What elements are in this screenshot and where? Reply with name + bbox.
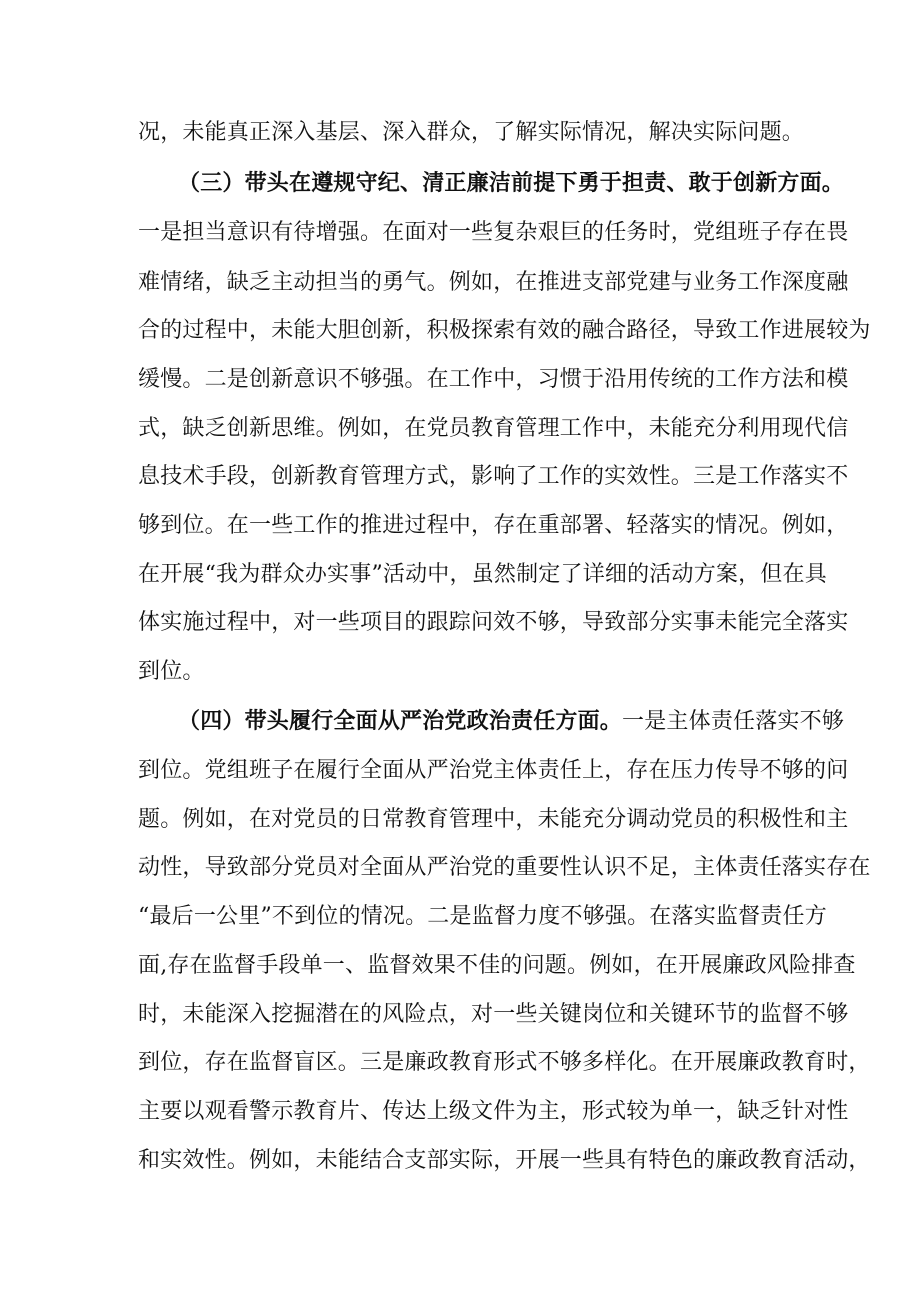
line-text: 到位，存在监督盲区。三是廉政教育形式不够多样化。在开展廉政教育时， [138, 1050, 871, 1075]
paragraph-line [138, 608, 849, 638]
paragraph-line [138, 1097, 849, 1127]
paragraph-line [138, 268, 849, 298]
paragraph-line [138, 756, 849, 786]
line-text: 一是主体责任落实不够 [622, 709, 845, 734]
paragraph-line [138, 316, 871, 346]
paragraph-line [138, 365, 849, 395]
paragraph-line [138, 1048, 871, 1078]
paragraph-line [138, 902, 827, 932]
paragraph-line [138, 218, 849, 248]
paragraph-line [138, 951, 856, 981]
section-heading-4-line [178, 706, 845, 737]
line-text: 动性，导致部分党员对全面从严治党的重要性认识不足，主体责任落实存在 [138, 855, 871, 880]
line-text: “最后一公里”不到位的情况。二是监督力度不够强。在落实监督责任方 [138, 904, 827, 929]
line-text: 时，未能深入挖掘潜在的风险点，对一些关键岗位和关键环节的监督不够 [138, 1002, 849, 1027]
heading-text: （三）带头在遵规守纪、清正廉洁前提下勇于担责、敢于创新方面。 [178, 170, 845, 196]
line-text: 主要以观看警示教育片、传达上级文件为主，形式较为单一，缺乏针对性 [138, 1099, 849, 1124]
line-text: 体实施过程中，对一些项目的跟踪问效不够，导致部分实事未能完全落实 [138, 610, 849, 635]
line-text: 缓慢。二是创新意识不够强。在工作中，习惯于沿用传统的工作方法和模 [138, 367, 849, 392]
paragraph-line [138, 853, 871, 883]
paragraph-line [138, 805, 849, 835]
line-text: 况，未能真正深入基层、深入群众，了解实际情况，解决实际问题。 [138, 120, 805, 145]
line-text: 到位。 [138, 659, 205, 684]
line-text: 题。例如，在对党员的日常教育管理中，未能充分调动党员的积极性和主 [138, 807, 849, 832]
paragraph-line [138, 414, 849, 444]
section-heading-3 [178, 168, 845, 198]
paragraph-line [138, 560, 827, 590]
line-text: 够到位。在一些工作的推进过程中，存在重部署、轻落实的情况。例如， [138, 513, 849, 538]
line-text: 在开展“我为群众办实事”活动中，虽然制定了详细的活动方案，但在具 [138, 562, 827, 587]
heading-text: （四）带头履行全面从严治党政治责任方面。 [178, 708, 623, 734]
paragraph-line [138, 657, 798, 687]
line-text: 难情绪，缺乏主动担当的勇气。例如，在推进支部党建与业务工作深度融 [138, 270, 849, 295]
line-text: 一是担当意识有待增强。在面对一些复杂艰巨的任务时，党组班子存在畏 [138, 220, 849, 245]
line-text: 面,存在监督手段单一、监督效果不佳的问题。例如，在开展廉政风险排查 [138, 953, 856, 978]
paragraph-line [138, 462, 849, 492]
line-text: 和实效性。例如，未能结合支部实际，开展一些具有特色的廉政教育活动， [138, 1148, 871, 1173]
line-text: 合的过程中，未能大胆创新，积极探索有效的融合路径，导致工作进展较为 [138, 318, 871, 343]
paragraph-line [138, 511, 849, 541]
paragraph-line [138, 1146, 871, 1176]
line-text: 式，缺乏创新思维。例如，在党员教育管理工作中，未能充分利用现代信 [138, 416, 849, 441]
line-text: 息技术手段，创新教育管理方式，影响了工作的实效性。三是工作落实不 [138, 464, 849, 489]
paragraph-line [138, 1000, 849, 1030]
paragraph-line [138, 118, 805, 148]
line-text: 到位。党组班子在履行全面从严治党主体责任上，存在压力传导不够的问 [138, 758, 849, 783]
